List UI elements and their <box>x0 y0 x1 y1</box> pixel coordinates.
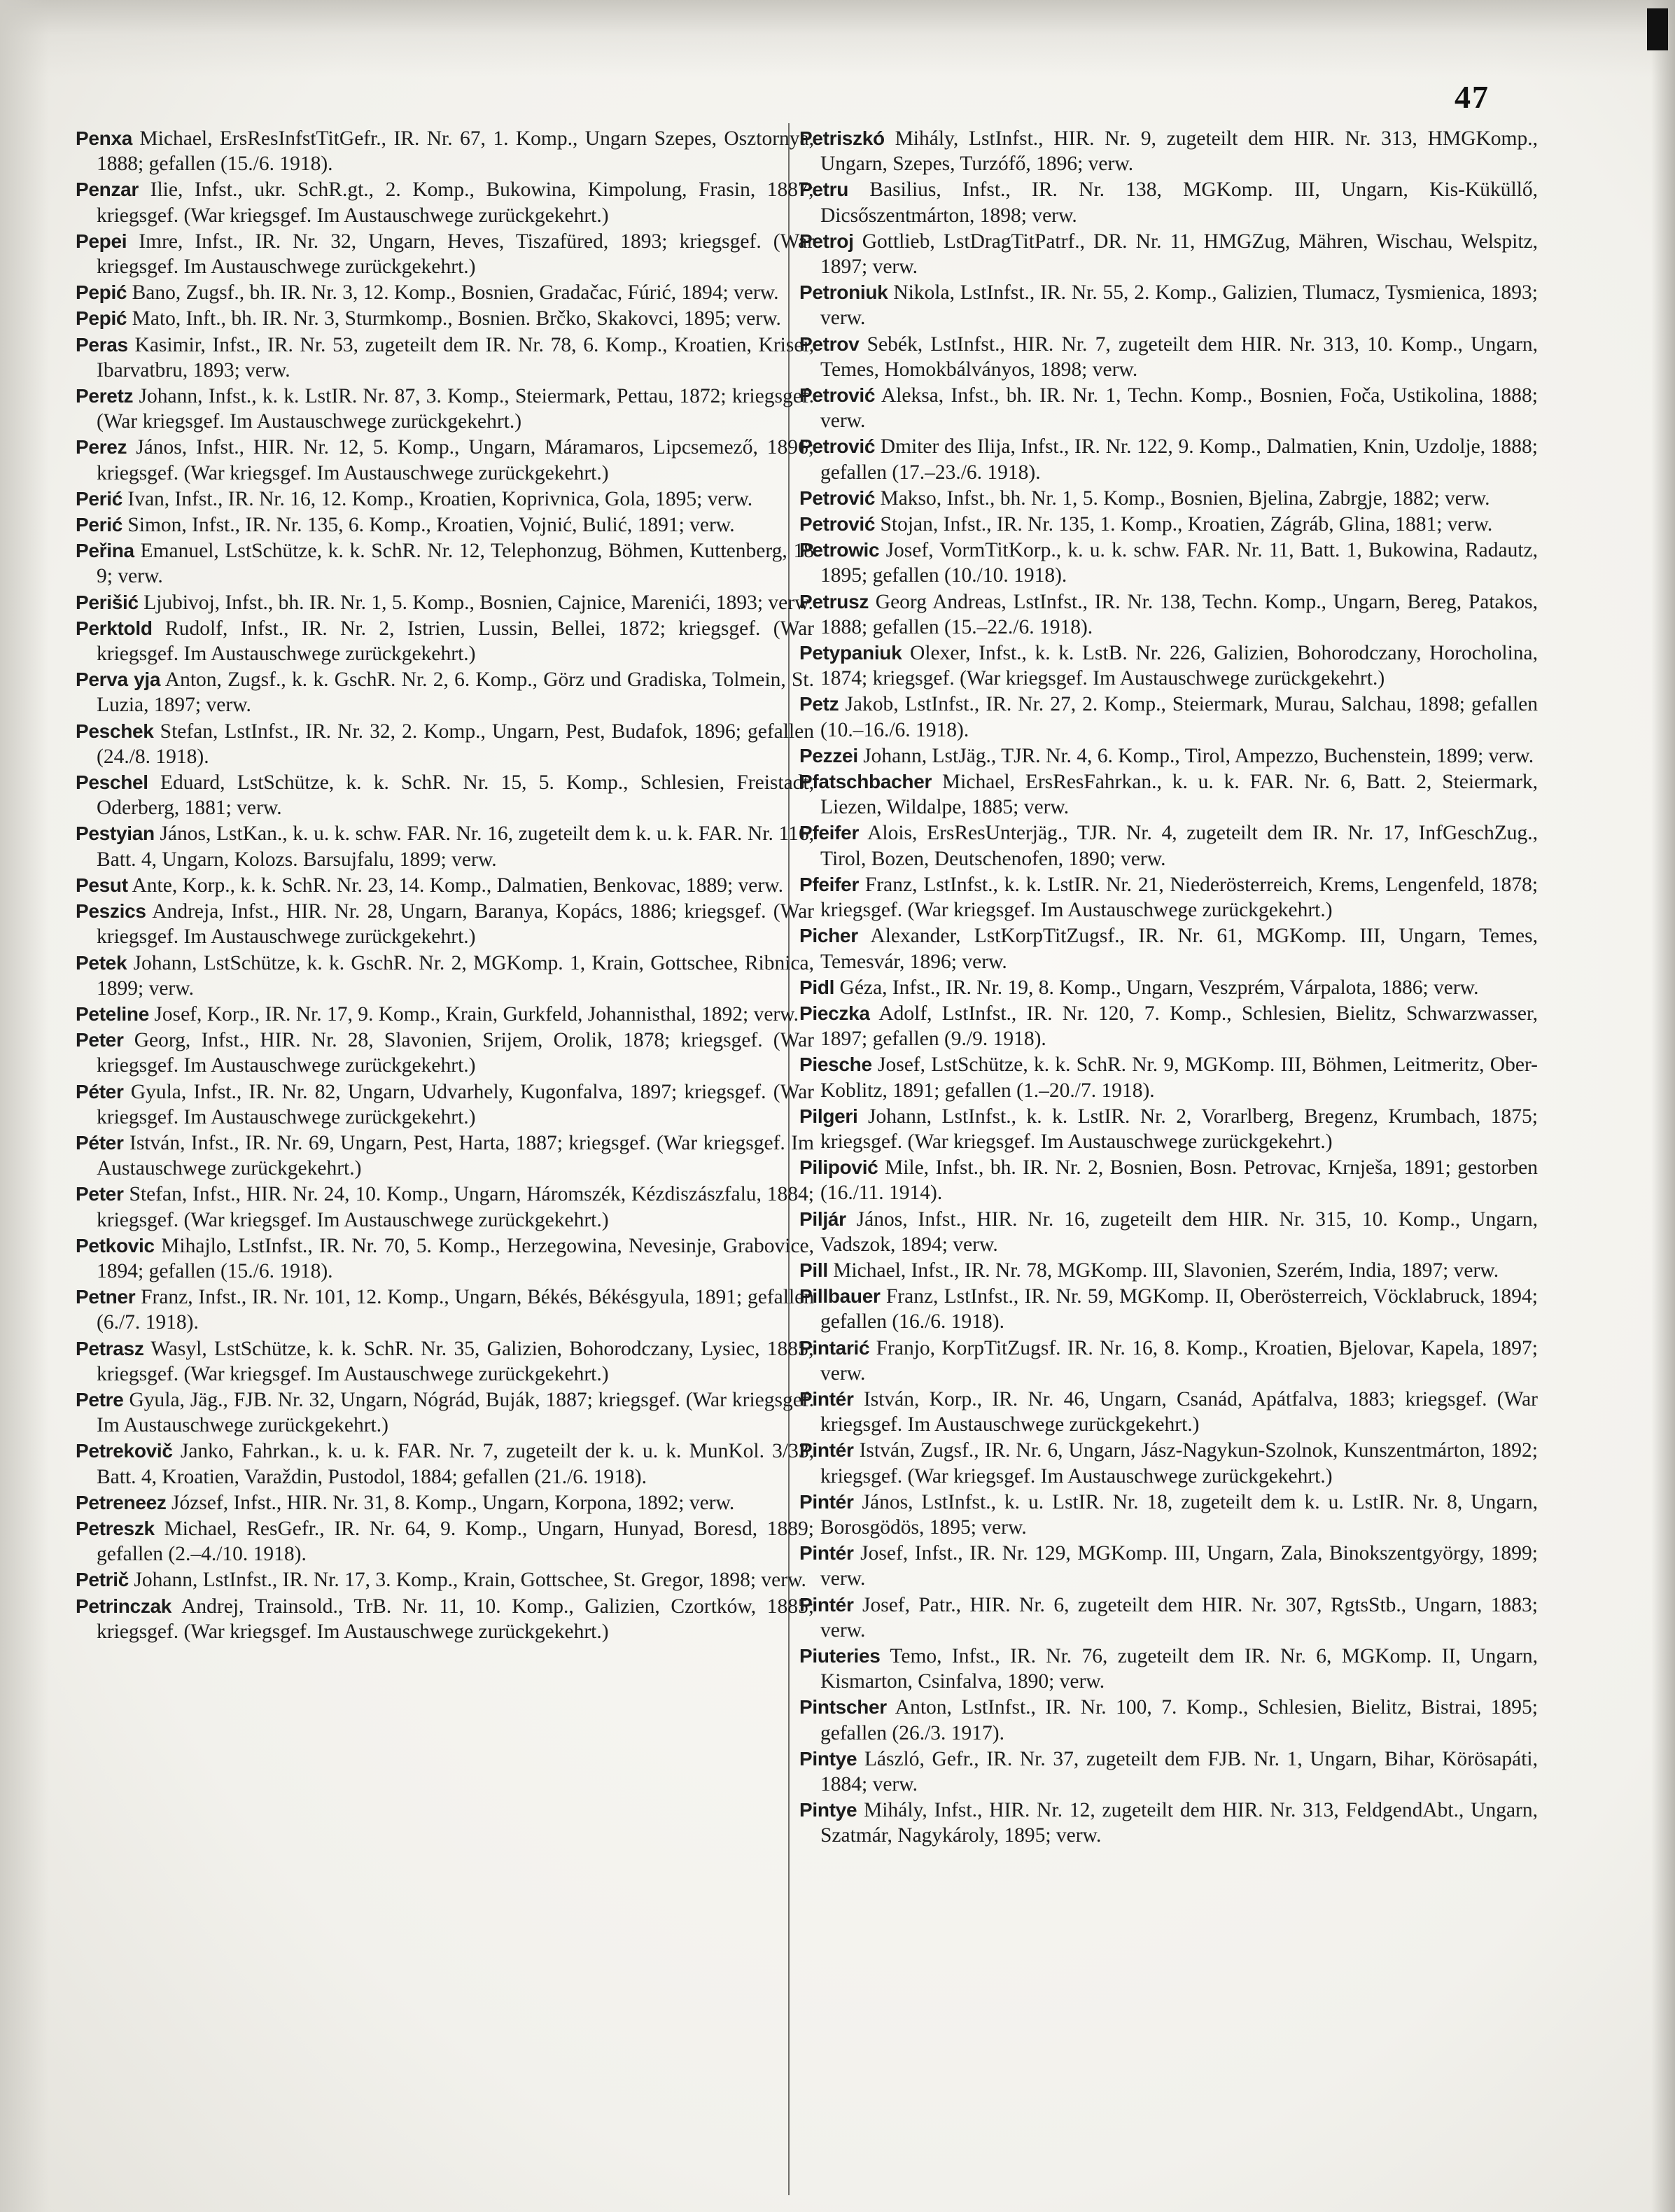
roll-entry <box>799 820 1538 871</box>
entry-surname: Pestyian <box>76 822 155 845</box>
entry-surname: Petek <box>76 951 127 974</box>
entry-details: Kasimir, Infst., IR. Nr. 53, zugeteilt dem IR. Nr. 78, 6. Komp., Kroatien, Krisei, Ibarvatbru, 1893; verw. <box>97 333 815 382</box>
roll-entry <box>799 383 1538 433</box>
page-number: 47 <box>1455 79 1490 115</box>
roll-entry <box>76 280 814 305</box>
roll-entry <box>76 177 814 227</box>
entry-details: Ante, Korp., k. k. SchR. Nr. 23, 14. Komp., Dalmatien, Benkovac, 1889; verw. <box>132 874 783 897</box>
roll-entry <box>76 512 814 538</box>
entry-details: Johann, Infst., k. k. LstIR. Nr. 87, 3. Komp., Steiermark, Pettau, 1872; kriegsgef. (War kriegsgef. Im Austauschwege zurückgekehrt.) <box>97 385 814 433</box>
roll-entry <box>799 743 1538 769</box>
entry-details: Bano, Zugsf., bh. IR. Nr. 3, 12. Komp., Bosnien, Gradačac, Fúrić, 1894; verw. <box>132 281 779 304</box>
roll-entry <box>76 616 814 666</box>
entry-details: Basilius, Infst., IR. Nr. 138, MGKomp. III, Ungarn, Kis-Küküllő, Dicsőszentmárton, 1898; verw. <box>820 178 1539 227</box>
roll-entry <box>76 770 814 820</box>
entry-surname: Peter <box>76 1029 124 1051</box>
entry-details: Johann, LstSchütze, k. k. GschR. Nr. 2, MGKomp. 1, Krain, Gottschee, Ribnica, 1899; verw. <box>97 951 815 1000</box>
roll-entry <box>76 899 814 949</box>
corner-scan-mark <box>1647 8 1668 50</box>
entry-surname: Péter <box>76 1131 124 1154</box>
entry-surname: Petrinczak <box>76 1595 172 1617</box>
entry-surname: Pfeifer <box>799 873 860 895</box>
entry-surname: Peteline <box>76 1002 149 1025</box>
roll-entry <box>76 1079 814 1130</box>
roll-entry <box>799 769 1538 820</box>
entry-details: Jakob, LstInfst., IR. Nr. 27, 2. Komp., Steiermark, Murau, Salchau, 1898; gefallen (10.–16./6. 1918). <box>820 693 1538 741</box>
entry-details: Johann, LstJäg., TJR. Nr. 4, 6. Komp., Tirol, Ampezzo, Buchenstein, 1899; verw. <box>863 744 1534 767</box>
entry-surname: Petrović <box>799 435 876 458</box>
entry-surname: Petrusz <box>799 590 869 612</box>
entry-details: Wasyl, LstSchütze, k. k. SchR. Nr. 35, Galizien, Bohorodczany, Lysiec, 1885; kriegsgef. (War kriegsgef. Im Austauschwege zurückgekehrt.) <box>97 1337 815 1385</box>
roll-entry <box>76 1182 814 1232</box>
entry-surname: Petrović <box>799 486 876 509</box>
entry-details: Alois, ErsResUnterjäg., TJR. Nr. 4, zugeteilt dem IR. Nr. 17, InfGeschZug., Tirol, Bozen, Deutschenofen, 1890; verw. <box>820 822 1539 870</box>
roll-entry <box>76 1233 814 1284</box>
entry-details: Géza, Infst., IR. Nr. 19, 8. Komp., Ungarn, Veszprém, Várpalota, 1886; verw. <box>839 976 1479 999</box>
roll-entry <box>76 1387 814 1438</box>
entry-surname: Pintér <box>799 1387 854 1410</box>
roll-entry <box>799 229 1538 279</box>
entry-surname: Pesut <box>76 874 128 896</box>
roll-entry <box>76 1130 814 1181</box>
entry-details: Georg Andreas, LstInfst., IR. Nr. 138, Techn. Komp., Ungarn, Bereg, Patakos, 1888; gefallen (15.–22./6. 1918). <box>820 590 1538 638</box>
entry-details: Anton, Zugsf., k. k. GschR. Nr. 2, 6. Komp., Görz und Gradiska, Tolmein, St. Luzia, 1897; verw. <box>97 668 815 717</box>
roll-entry <box>799 1387 1538 1437</box>
entry-details: Emanuel, LstSchütze, k. k. SchR. Nr. 12, Telephonzug, Böhmen, Kuttenberg, 18 9; verw. <box>97 540 814 588</box>
entry-details: István, Korp., IR. Nr. 46, Ungarn, Csanád, Apátfalva, 1883; kriegsgef. (War kriegsgef. Im Austauschwege zurückgekehrt.) <box>820 1387 1539 1436</box>
entry-surname: Piuteries <box>799 1644 881 1667</box>
entry-surname: Pintscher <box>799 1696 887 1718</box>
entry-surname: Peszics <box>76 900 146 923</box>
entry-surname: Pezzei <box>799 744 858 766</box>
roll-entry <box>76 1002 814 1027</box>
entry-details: Josef, Infst., IR. Nr. 129, MGKomp. III, Ungarn, Zala, Binokszentgyörgy, 1899; verw. <box>820 1542 1538 1590</box>
entry-details: István, Zugsf., IR. Nr. 6, Ungarn, Jász-Nagykun-Szolnok, Kunszentmárton, 1892; kriegsgef. (War kriegsgef. Im Austauschwege zurückgekehrt.) <box>820 1439 1538 1488</box>
entry-details: Josef, Patr., HIR. Nr. 6, zugeteilt dem HIR. Nr. 307, RgtsStb., Ungarn, 1883; verw. <box>820 1593 1539 1642</box>
entry-surname: Perišić <box>76 591 139 613</box>
entry-details: Olexer, Infst., k. k. LstB. Nr. 226, Galizien, Bohorodczany, Horocholina, 1874; kriegsgef. (War kriegsgef. Im Austauschwege zurückgekehrt.) <box>820 642 1538 690</box>
entry-surname: Pillbauer <box>799 1285 881 1308</box>
entry-surname: Petru <box>799 178 849 201</box>
entry-details: Rudolf, Infst., IR. Nr. 2, Istrien, Lussin, Bellei, 1872; kriegsgef. (War kriegsgef. Im Austauschwege zurückgekehrt.) <box>97 617 814 666</box>
roll-entry <box>799 126 1538 176</box>
entry-surname: Penzar <box>76 178 139 201</box>
entry-surname: Pepić <box>76 281 127 304</box>
roll-entry <box>76 1438 814 1489</box>
left-column <box>76 126 814 1645</box>
roll-entry <box>799 1207 1538 1257</box>
entry-details: János, Infst., HIR. Nr. 16, zugeteilt dem HIR. Nr. 315, 10. Komp., Ungarn, Vadszok, 1894; verw. <box>820 1208 1538 1256</box>
roll-entry <box>76 435 814 485</box>
roll-entry <box>76 486 814 512</box>
entry-surname: Pilipović <box>799 1156 878 1179</box>
entry-surname: Petrič <box>76 1569 129 1591</box>
roll-entry <box>76 1516 814 1567</box>
roll-entry <box>76 719 814 769</box>
entry-details: Imre, Infst., IR. Nr. 32, Ungarn, Heves, Tiszafüred, 1893; kriegsgef. (War kriegsgef. Im Austauschwege zurückgekehrt.) <box>97 230 814 279</box>
entry-details: Janko, Fahrkan., k. u. k. FAR. Nr. 7, zugeteilt der k. u. k. MunKol. 3/33, Batt. 4, Kroatien, Varaždin, Pustodol, 1884; gefallen (21./6. 1918). <box>97 1440 814 1488</box>
roll-entry <box>799 975 1538 1000</box>
roll-entry <box>799 1541 1538 1591</box>
roll-entry <box>76 1490 814 1516</box>
roll-entry <box>799 280 1538 330</box>
entry-details: Makso, Infst., bh. Nr. 1, 5. Komp., Bosnien, Bjelina, Zabrgje, 1882; verw. <box>880 486 1490 510</box>
entry-surname: Petroniuk <box>799 281 888 304</box>
entry-surname: Pfeifer <box>799 822 860 844</box>
entry-details: János, LstKan., k. u. k. schw. FAR. Nr. 16, zugeteilt dem k. u. k. FAR. Nr. 116, Batt. 4, Ungarn, Kolozs. Barsujfalu, 1899; verw. <box>97 822 815 871</box>
roll-entry <box>76 1594 814 1644</box>
entry-surname: Pidl <box>799 976 835 998</box>
roll-entry <box>76 1567 814 1592</box>
entry-details: Andreja, Infst., HIR. Nr. 28, Ungarn, Baranya, Kopács, 1886; kriegsgef. (War kriegsgef. Im Austauschwege zurückgekehrt.) <box>97 900 814 948</box>
entry-surname: Petreszk <box>76 1517 155 1539</box>
entry-details: Stefan, LstInfst., IR. Nr. 32, 2. Komp., Ungarn, Pest, Budafok, 1896; gefallen (24./8. 1918). <box>97 720 814 768</box>
roll-entry <box>799 486 1538 511</box>
entry-details: Mihály, LstInfst., HIR. Nr. 9, zugeteilt dem HIR. Nr. 313, HMGKomp., Ungarn, Szepes, Turzófő, 1896; verw. <box>820 127 1539 176</box>
entry-details: Josef, Korp., IR. Nr. 17, 9. Komp., Krain, Gurkfeld, Johannisthal, 1892; verw. <box>154 1002 799 1026</box>
page-left-shadow <box>0 0 49 2212</box>
entry-details: Nikola, LstInfst., IR. Nr. 55, 2. Komp., Galizien, Tlumacz, Tysmienica, 1893; verw. <box>820 281 1538 330</box>
entry-surname: Pilgeri <box>799 1105 858 1127</box>
entry-details: Michael, ErsResFahrkan., k. u. k. FAR. Nr. 6, Batt. 2, Steiermark, Liezen, Wildalpe, 1885; verw. <box>820 771 1539 819</box>
entry-surname: Peras <box>76 333 128 356</box>
roll-entry <box>799 923 1538 974</box>
entry-details: Gyula, Jäg., FJB. Nr. 32, Ungarn, Nógrád, Buják, 1887; kriegsgef. (War kriegsgef. Im Austauschwege zurückgekehrt.) <box>97 1388 815 1437</box>
entry-details: Mihály, Infst., HIR. Nr. 12, zugeteilt dem HIR. Nr. 313, FeldgendAbt., Ungarn, Szatmár, Nagykároly, 1895; verw. <box>820 1799 1538 1847</box>
right-column <box>799 126 1538 1849</box>
entry-details: Temo, Infst., IR. Nr. 76, zugeteilt dem IR. Nr. 6, MGKomp. II, Ungarn, Kismarton, Csinfalva, 1890; verw. <box>820 1644 1538 1693</box>
roll-entry <box>799 1001 1538 1051</box>
entry-details: Johann, LstInfst., IR. Nr. 17, 3. Komp., Krain, Gottschee, St. Gregor, 1898; verw. <box>134 1569 806 1592</box>
page-right-shadow <box>1651 0 1675 2212</box>
entry-surname: Péter <box>76 1080 124 1102</box>
entry-details: Gyula, Infst., IR. Nr. 82, Ungarn, Udvarhely, Kugonfalva, 1897; kriegsgef. (War kriegsgef. Im Austauschwege zurückgekehrt.) <box>97 1080 814 1128</box>
entry-surname: Petrasz <box>76 1337 144 1359</box>
roll-entry <box>799 332 1538 382</box>
entry-details: Adolf, LstInfst., IR. Nr. 120, 7. Komp., Schlesien, Bielitz, Schwarzwasser, 1897; gefallen (9./9. 1918). <box>820 1002 1538 1051</box>
entry-surname: Perktold <box>76 617 153 639</box>
roll-entry <box>799 1746 1538 1797</box>
entry-surname: Petrekovič <box>76 1440 173 1462</box>
entry-details: Stojan, Infst., IR. Nr. 135, 1. Komp., Kroatien, Zágráb, Glina, 1881; verw. <box>880 513 1493 536</box>
entry-surname: Pfatschbacher <box>799 771 932 793</box>
roll-entry <box>76 384 814 434</box>
entry-surname: Pintye <box>799 1799 857 1821</box>
entry-surname: Pintér <box>799 1439 854 1462</box>
entry-surname: Peter <box>76 1183 124 1205</box>
entry-details: Alexander, LstKorpTitZugsf., IR. Nr. 61, MGKomp. III, Ungarn, Temes, Temesvár, 1896; verw. <box>820 925 1538 973</box>
entry-surname: Pintye <box>799 1747 857 1770</box>
entry-details: Josef, LstSchütze, k. k. SchR. Nr. 9, MGKomp. III, Böhmen, Leitmeritz, Ober-Koblitz, 1891; gefallen (1.–20./7. 1918). <box>820 1054 1538 1102</box>
entry-surname: Perić <box>76 514 122 536</box>
entry-surname: Petrović <box>799 513 876 536</box>
roll-entry <box>799 1258 1538 1283</box>
entry-details: Michael, ErsResInfstTitGefr., IR. Nr. 67, 1. Komp., Ungarn Szepes, Osztornya, 1888; gefallen (15./6. 1918). <box>97 127 814 176</box>
entry-surname: Perez <box>76 436 127 458</box>
entry-surname: Petypaniuk <box>799 642 902 664</box>
entry-surname: Petner <box>76 1286 136 1308</box>
entry-surname: Peretz <box>76 385 134 407</box>
entry-surname: Pieczka <box>799 1002 870 1024</box>
entry-details: János, LstInfst., k. u. LstIR. Nr. 18, zugeteilt dem k. u. LstIR. Nr. 8, Ungarn, Borosgödös, 1895; verw. <box>820 1490 1539 1539</box>
entry-details: Franz, LstInfst., k. k. LstIR. Nr. 21, Niederösterreich, Krems, Lengenfeld, 1878; kriegsgef. (War kriegsgef. Im Austauschwege zurückgekehrt.) <box>820 873 1539 922</box>
entry-details: János, Infst., HIR. Nr. 12, 5. Komp., Ungarn, Máramaros, Lipcsemező, 1896; kriegsgef. (War kriegsgef. Im Austauschwege zurückgekehrt.) <box>97 436 814 484</box>
entry-surname: Petz <box>799 693 839 715</box>
entry-surname: Pintarić <box>799 1336 870 1359</box>
roll-entry <box>76 229 814 279</box>
entry-details: Stefan, Infst., HIR. Nr. 24, 10. Komp., Ungarn, Háromszék, Kézdiszászfalu, 1884; kriegsgef. (War kriegsgef. Im Austauschwege zurückgekehrt.) <box>97 1183 814 1231</box>
entry-surname: Petroj <box>799 230 854 252</box>
entry-details: Ilie, Infst., ukr. SchR.gt., 2. Komp., Bukowina, Kimpolung, Frasin, 1887; kriegsgef. (War kriegsgef. Im Austauschwege zurückgekehrt.) <box>97 178 815 227</box>
roll-entry <box>76 538 814 589</box>
entry-surname: Pintér <box>799 1593 854 1616</box>
entry-details: Sebék, LstInfst., HIR. Nr. 7, zugeteilt dem HIR. Nr. 313, 10. Komp., Ungarn, Temes, Homokbálványos, 1898; verw. <box>820 332 1539 381</box>
roll-entry <box>76 1028 814 1078</box>
entry-details: Franjo, KorpTitZugsf. IR. Nr. 16, 8. Komp., Kroatien, Bjelovar, Kapela, 1897; verw. <box>820 1336 1538 1385</box>
entry-details: Ljubivoj, Infst., bh. IR. Nr. 1, 5. Komp., Bosnien, Cajnice, Marenići, 1893; verw. <box>143 591 813 614</box>
roll-entry <box>799 872 1538 923</box>
entry-surname: Petrović <box>799 384 876 407</box>
entry-details: Ivan, Infst., IR. Nr. 16, 12. Komp., Kroatien, Koprivnica, Gola, 1895; verw. <box>127 487 753 510</box>
roll-entry <box>799 1490 1538 1540</box>
entry-details: József, Infst., HIR. Nr. 31, 8. Komp., Ungarn, Korpona, 1892; verw. <box>171 1491 735 1514</box>
entry-details: Michael, ResGefr., IR. Nr. 64, 9. Komp., Ungarn, Hunyad, Boresd, 1889; gefallen (2.–4./10. 1918). <box>97 1517 814 1566</box>
entry-details: Georg, Infst., HIR. Nr. 28, Slavonien, Srijem, Orolik, 1878; kriegsgef. (War kriegsgef. Im Austauschwege zurückgekehrt.) <box>97 1029 815 1077</box>
page-top-shadow <box>0 0 1675 77</box>
entry-details: Mihajlo, LstInfst., IR. Nr. 70, 5. Komp., Herzegowina, Nevesinje, Grabovice, 1894; gefallen (15./6. 1918). <box>97 1234 815 1282</box>
entry-surname: Pepei <box>76 230 127 252</box>
roll-entry <box>76 590 814 615</box>
roll-entry <box>799 512 1538 537</box>
entry-surname: Perić <box>76 487 122 510</box>
entry-surname: Penxa <box>76 127 132 149</box>
entry-surname: Petreneez <box>76 1491 167 1513</box>
entry-details: Anton, LstInfst., IR. Nr. 100, 7. Komp., Schlesien, Bielitz, Bistrai, 1895; gefallen (26./3. 1917). <box>820 1696 1539 1744</box>
roll-entry <box>799 640 1538 691</box>
entry-details: Mato, Inft., bh. IR. Nr. 3, Sturmkomp., Bosnien. Brčko, Skakovci, 1895; verw. <box>132 307 781 330</box>
roll-entry <box>799 538 1538 588</box>
entry-surname: Pill <box>799 1259 828 1281</box>
entry-surname: Pintér <box>799 1490 854 1513</box>
roll-entry <box>76 873 814 898</box>
roll-entry <box>799 1438 1538 1488</box>
entry-surname: Picher <box>799 925 858 947</box>
entry-surname: Petkovic <box>76 1234 155 1256</box>
roll-entry <box>799 1336 1538 1386</box>
entry-details: István, Infst., IR. Nr. 69, Ungarn, Pest, Harta, 1887; kriegsgef. (War kriegsgef. Im Austauschwege zurückgekehrt.) <box>97 1131 814 1180</box>
entry-details: Aleksa, Infst., bh. IR. Nr. 1, Techn. Komp., Bosnien, Foča, Ustikolina, 1888; verw. <box>820 384 1538 433</box>
roll-entry <box>799 1284 1538 1334</box>
roll-entry <box>799 1155 1538 1205</box>
roll-entry <box>799 177 1538 227</box>
entry-surname: Pepić <box>76 307 127 330</box>
entry-details: Simon, Infst., IR. Nr. 135, 6. Komp., Kroatien, Vojnić, Bulić, 1891; verw. <box>127 514 735 537</box>
entry-details: Josef, VormTitKorp., k. u. k. schw. FAR. Nr. 11, Batt. 1, Bukowina, Radautz, 1895; gefallen (10./10. 1918). <box>820 539 1538 587</box>
roll-entry <box>76 821 814 872</box>
entry-details: Franz, Infst., IR. Nr. 101, 12. Komp., Ungarn, Békés, Békésgyula, 1891; gefallen (6./7. 1918). <box>97 1286 814 1334</box>
entry-surname: Petrov <box>799 332 860 355</box>
entry-details: Mile, Infst., bh. IR. Nr. 2, Bosnien, Bosn. Petrovac, Krnješa, 1891; gestorben (16./11. 1914). <box>820 1156 1538 1205</box>
entry-surname: Peřina <box>76 540 134 562</box>
roll-entry <box>799 1104 1538 1154</box>
roll-entry <box>799 1798 1538 1848</box>
roll-entry <box>799 1695 1538 1745</box>
entry-details: Gottlieb, LstDragTitPatrf., DR. Nr. 11, HMGZug, Mähren, Wischau, Welspitz, 1897; verw. <box>820 230 1539 279</box>
entry-details: László, Gefr., IR. Nr. 37, zugeteilt dem FJB. Nr. 1, Ungarn, Bihar, Körösapáti, 1884; verw. <box>820 1747 1539 1795</box>
entry-surname: Peschel <box>76 771 148 794</box>
roll-entry <box>799 589 1538 640</box>
roll-entry <box>799 1644 1538 1694</box>
entry-surname: Petriszkó <box>799 127 885 149</box>
roll-entry <box>76 1336 814 1387</box>
roll-entry <box>76 951 814 1001</box>
entry-details: Dmiter des Ilija, Infst., IR. Nr. 122, 9. Komp., Dalmatien, Knin, Uzdolje, 1888; gefallen (17.–23./6. 1918). <box>820 435 1538 484</box>
entry-surname: Piesche <box>799 1054 872 1076</box>
entry-surname: Pintér <box>799 1542 854 1564</box>
roll-entry <box>76 126 814 176</box>
roll-entry <box>76 1284 814 1335</box>
entry-details: Michael, Infst., IR. Nr. 78, MGKomp. III, Slavonien, Szerém, India, 1897; verw. <box>833 1259 1499 1282</box>
entry-details: Franz, LstInfst., IR. Nr. 59, MGKomp. II, Oberösterreich, Vöcklabruck, 1894; gefallen (16./6. 1918). <box>820 1285 1538 1334</box>
roll-entry <box>799 692 1538 742</box>
roll-entry <box>799 1592 1538 1643</box>
entry-surname: Piljár <box>799 1208 846 1230</box>
roll-entry <box>799 1052 1538 1102</box>
roll-entry <box>76 667 814 718</box>
roll-entry <box>799 434 1538 484</box>
entry-surname: Perva yja <box>76 668 161 691</box>
entry-surname: Petre <box>76 1388 124 1410</box>
roll-entry <box>76 332 814 383</box>
entry-surname: Peschek <box>76 720 154 742</box>
roll-entry <box>76 306 814 331</box>
entry-details: Andrej, Trainsold., TrB. Nr. 11, 10. Komp., Galizien, Czortków, 1885; kriegsgef. (War kriegsgef. Im Austauschwege zurückgekehrt.) <box>97 1595 815 1643</box>
entry-details: Eduard, LstSchütze, k. k. SchR. Nr. 15, 5. Komp., Schlesien, Freistadt, Oderberg, 1881; verw. <box>97 771 815 820</box>
entry-surname: Petrowic <box>799 539 880 561</box>
entry-details: Johann, LstInfst., k. k. LstIR. Nr. 2, Vorarlberg, Bregenz, Krumbach, 1875; kriegsgef. (War kriegsgef. Im Austauschwege zurückgekehrt.) <box>820 1105 1538 1153</box>
